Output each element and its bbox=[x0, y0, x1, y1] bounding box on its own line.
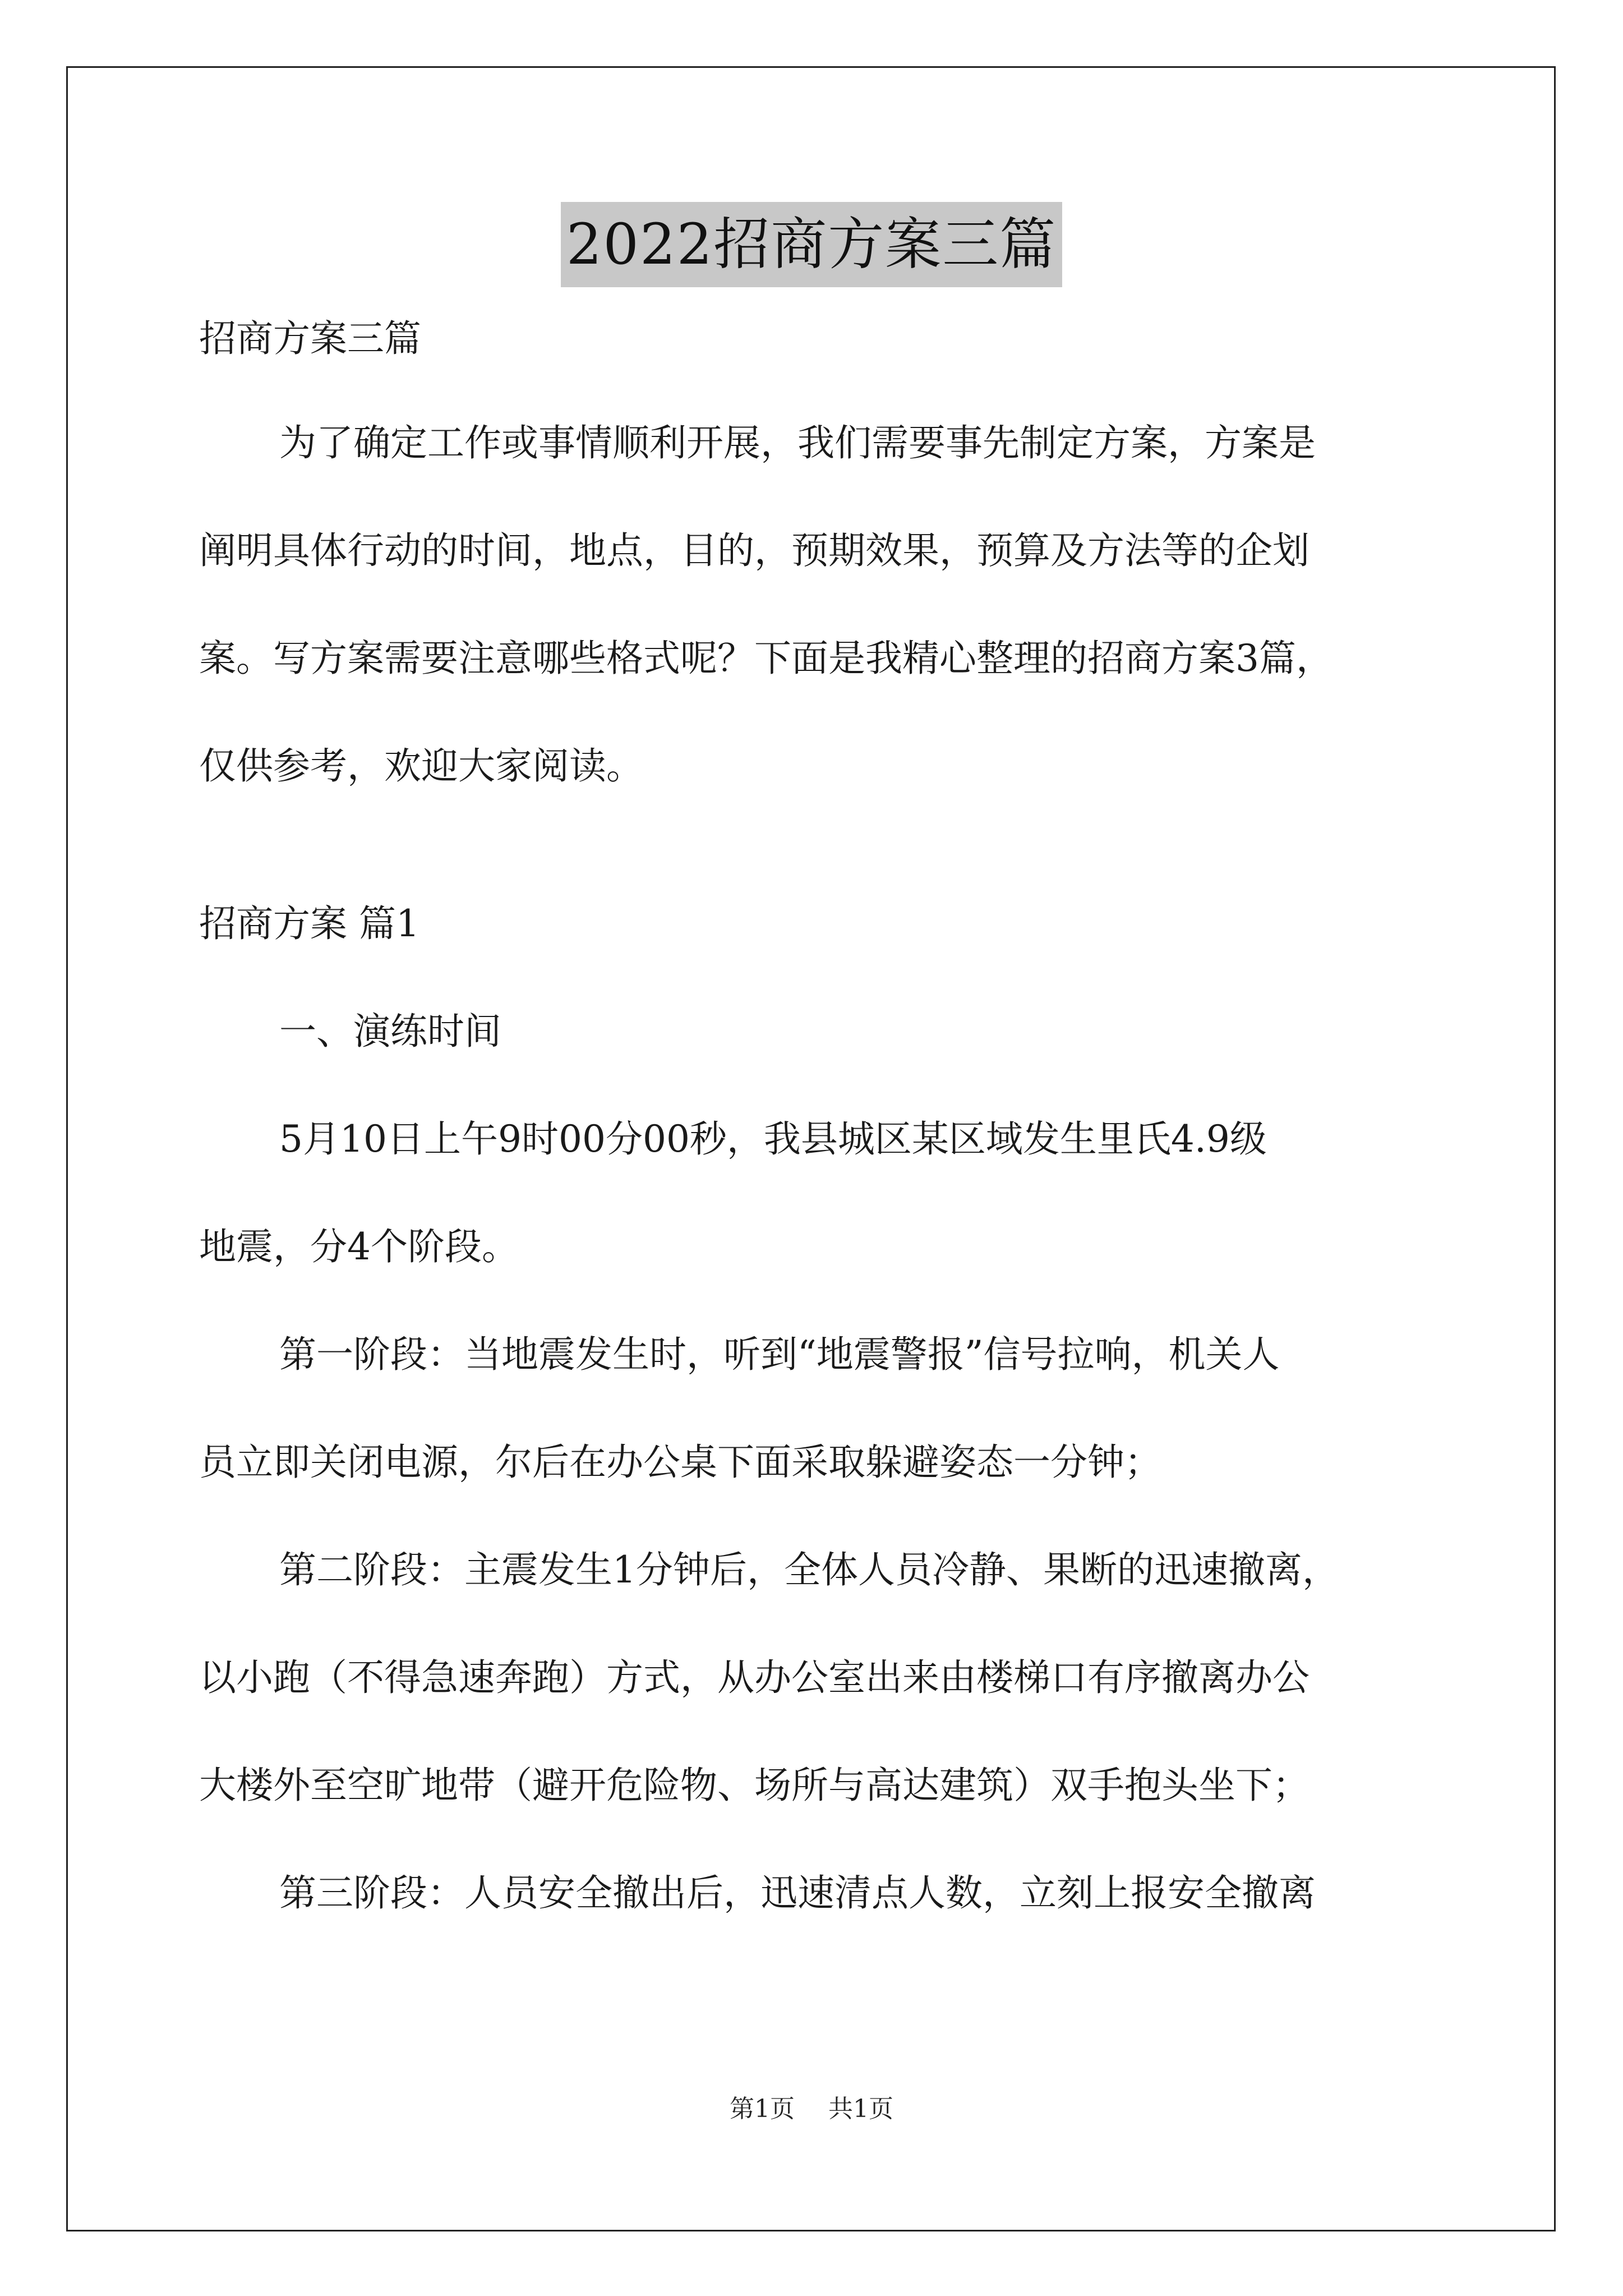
body-line: 员立即关闭电源，尔后在办公桌下面采取躲避姿态一分钟； bbox=[199, 1441, 1161, 1484]
title-area bbox=[0, 202, 1623, 287]
page-footer bbox=[0, 2092, 1623, 2126]
body-line: 以小跑（不得急速奔跑）方式，从办公室出来由楼梯口有序撤离办公 bbox=[199, 1656, 1310, 1699]
body-line: 一、演练时间 bbox=[279, 1010, 501, 1053]
body-line: 地震，分4个阶段。 bbox=[199, 1225, 519, 1268]
intro-line: 仅供参考，欢迎大家阅读。 bbox=[199, 744, 643, 788]
intro-paragraph bbox=[199, 416, 1433, 793]
body-line: 第三阶段：人员安全撤出后，迅速清点人数，立刻上报安全撤离 bbox=[279, 1871, 1316, 1915]
body-line: 5月10日上午9时00分00秒，我县城区某区域发生里氏4.9级 bbox=[279, 1117, 1267, 1161]
page-number-total: 共1页 bbox=[828, 2095, 893, 2123]
document-title: 2022招商方案三篇 bbox=[561, 202, 1063, 287]
body-line: 第一阶段：当地震发生时，听到“地震警报”信号拉响，机关人 bbox=[279, 1333, 1280, 1376]
section-heading: 招商方案 篇1 bbox=[199, 902, 419, 945]
document-subtitle: 招商方案三篇 bbox=[199, 317, 421, 360]
page-number-current: 第1页 bbox=[730, 2095, 795, 2123]
intro-line: 案。写方案需要注意哪些格式呢？下面是我精心整理的招商方案3篇， bbox=[199, 637, 1333, 680]
body-line: 第二阶段：主震发生1分钟后，全体人员冷静、果断的迅速撤离， bbox=[279, 1548, 1339, 1591]
intro-line: 为了确定工作或事情顺利开展，我们需要事先制定方案，方案是 bbox=[279, 421, 1316, 464]
document-body bbox=[199, 312, 1433, 1974]
body-line: 大楼外至空旷地带（避开危险物、场所与高达建筑）双手抱头坐下； bbox=[199, 1764, 1310, 1807]
intro-line: 阐明具体行动的时间，地点，目的，预期效果，预算及方法等的企划 bbox=[199, 529, 1310, 572]
